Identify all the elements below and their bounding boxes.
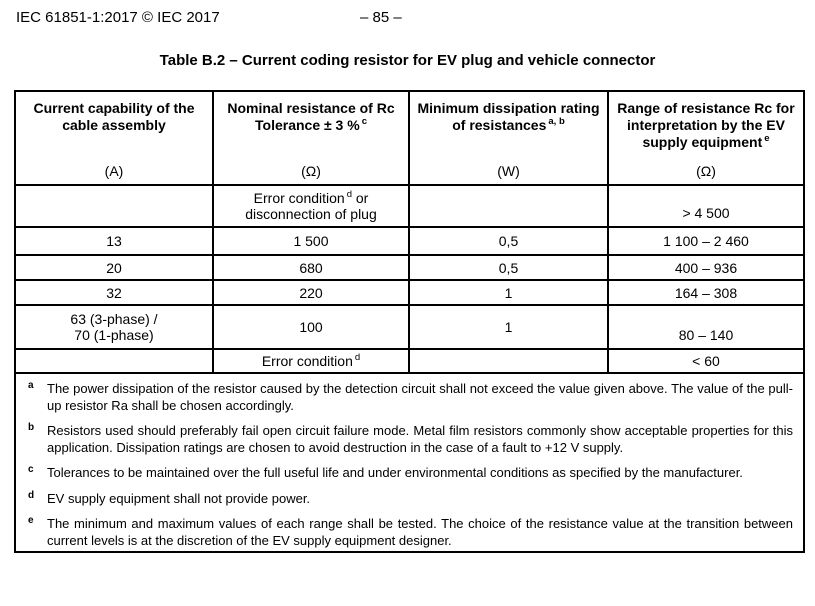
cell-error-top-resistance — [213, 185, 409, 227]
footnote-a-marker: a — [28, 380, 34, 391]
table-row-error-top — [15, 185, 804, 227]
error-condition-or: or — [355, 190, 369, 206]
footnote-e — [26, 516, 793, 549]
footnote-b-text: Resistors used should preferably fail open circuit failure mode. Metal film resistors commonly show acceptable properties for this application. Dissipation ratings are chosen to avoid destruction in the case of a fault to +12 V supply. — [47, 423, 793, 455]
footnote-ref-d: d — [354, 352, 361, 364]
col-header-nominal-resistance-title: Nominal resistance of Rc — [227, 100, 395, 116]
col-unit-range: (Ω) — [696, 163, 716, 179]
current-coding-resistor-table — [14, 90, 805, 553]
footnote-c — [26, 465, 793, 482]
cell-32-current: 32 — [15, 280, 213, 305]
footnote-e-marker: e — [28, 515, 34, 526]
current-70-line2: 70 (1-phase) — [74, 327, 154, 343]
col-header-current-capability-title: Current capability of the cable assembly — [33, 100, 195, 133]
cell-20-current: 20 — [15, 255, 213, 280]
cell-32-dissipation: 1 — [409, 280, 608, 305]
col-header-range-resistance — [608, 91, 804, 185]
footnote-d-marker: d — [28, 489, 35, 501]
cell-13-resistance: 1 500 — [213, 227, 409, 255]
col-unit-dissipation: (W) — [497, 163, 520, 179]
cell-63-70-range: 80 – 140 — [608, 305, 804, 349]
cell-20-resistance: 680 — [213, 255, 409, 280]
footnote-d-text: EV supply equipment shall not provide power. — [47, 490, 311, 506]
cell-13-current: 13 — [15, 227, 213, 255]
col-header-nominal-resistance — [213, 91, 409, 185]
error-condition-text: Error condition — [253, 190, 345, 206]
cell-error-top-dissipation — [409, 185, 608, 227]
cell-error-bottom-range: < 60 — [608, 349, 804, 373]
cell-error-bottom-resistance — [213, 349, 409, 373]
cell-63-70-dissipation: 1 — [409, 305, 608, 349]
cell-20-range: 400 – 936 — [608, 255, 804, 280]
table-row-13a — [15, 227, 804, 255]
col-header-min-dissipation — [409, 91, 608, 185]
footnote-e-text: The minimum and maximum values of each range shall be tested. The choice of the resistance value at the transition between current levels is at the discretion of the EV supply equipment designer. — [47, 516, 793, 548]
document-id: IEC 61851-1:2017 © IEC 2017 — [16, 9, 220, 26]
col-header-range-resistance-title: Range of resistance Rc for interpretation by the EV supply equipment — [617, 100, 795, 150]
disconnection-text: disconnection of plug — [245, 206, 377, 222]
footnote-ref-d: d — [346, 189, 352, 201]
footnote-b-marker: b — [28, 422, 35, 433]
col-header-min-dissipation-title: Minimum dissipation rating of resistances — [417, 100, 600, 133]
footnote-ref-a-b: a, b — [548, 116, 565, 128]
table-header-row — [15, 91, 804, 185]
footnote-c-text: Tolerances to be maintained over the full useful life and under environmental conditions as specified by the manufacturer. — [47, 465, 743, 480]
cell-13-dissipation: 0,5 — [409, 227, 608, 255]
footnote-a — [26, 381, 793, 414]
footnote-c-marker: c — [28, 464, 34, 475]
table-row-20a — [15, 255, 804, 280]
error-condition-text: Error condition — [261, 353, 353, 369]
cell-error-bottom-dissipation — [409, 349, 608, 373]
col-unit-current: (A) — [104, 163, 124, 179]
cell-63-70-current — [15, 305, 213, 349]
footnote-d — [26, 491, 793, 508]
cell-error-top-current — [15, 185, 213, 227]
page-number: – 85 – — [360, 9, 402, 26]
footnote-a-text: The power dissipation of the resistor caused by the detection circuit shall not exceed the value given above. The value of the pull-up resistor Ra shall be chosen accordingly. — [47, 381, 793, 413]
col-header-tolerance: Tolerance ± 3 % — [255, 117, 360, 133]
cell-error-bottom-current — [15, 349, 213, 373]
cell-32-resistance: 220 — [213, 280, 409, 305]
footnotes-cell — [15, 373, 804, 552]
footnote-b — [26, 423, 793, 456]
cell-13-range: 1 100 – 2 460 — [608, 227, 804, 255]
col-unit-resistance: (Ω) — [301, 163, 321, 179]
footnote-ref-c: c — [361, 116, 367, 128]
table-title: Table B.2 – Current coding resistor for EV plug and vehicle connector — [159, 52, 656, 69]
cell-20-dissipation: 0,5 — [409, 255, 608, 280]
table-row-error-bottom — [15, 349, 804, 373]
table-row-32a — [15, 280, 804, 305]
footnote-ref-e: e — [764, 133, 770, 145]
table-row-63-70a — [15, 305, 804, 349]
col-header-current-capability — [15, 91, 213, 185]
cell-32-range: 164 – 308 — [608, 280, 804, 305]
table-footnotes-row — [15, 373, 804, 552]
cell-63-70-resistance: 100 — [213, 305, 409, 349]
current-63-line1: 63 (3-phase) / — [70, 311, 158, 327]
cell-error-top-range: > 4 500 — [608, 185, 804, 227]
